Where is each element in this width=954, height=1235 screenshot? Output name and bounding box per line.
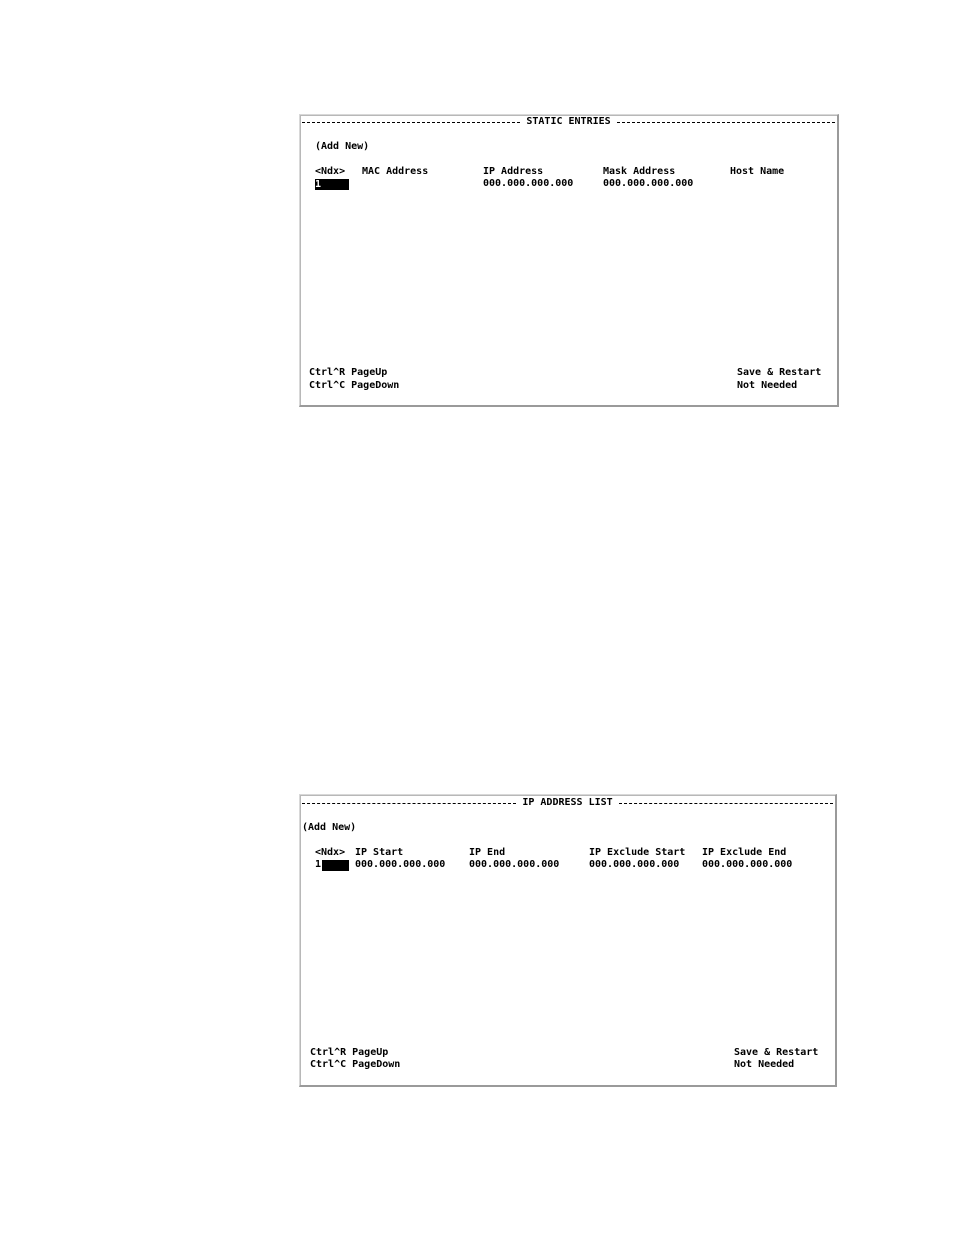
ip-address-column-header: IP Address (483, 166, 544, 177)
page-down-hint[interactable]: Ctrl^C PageDown (309, 380, 400, 391)
add-new-option[interactable]: (Add New) (302, 822, 357, 833)
save-restart-label: Save & Restart (737, 367, 822, 378)
title-divider (302, 803, 516, 804)
host-name-column-header: Host Name (730, 166, 785, 177)
ip-exclude-start-field[interactable]: 000.000.000.000 (589, 859, 680, 870)
ip-exclude-end-column-header: IP Exclude End (702, 847, 787, 858)
mask-address-field[interactable]: 000.000.000.000 (603, 178, 694, 189)
page-up-hint[interactable]: Ctrl^R PageUp (309, 367, 388, 378)
add-new-option[interactable]: (Add New) (315, 141, 370, 152)
table-row-ndx-cursor[interactable]: 1 (315, 179, 349, 190)
mac-address-column-header: MAC Address (362, 166, 429, 177)
ndx-column-header: <Ndx> (315, 166, 346, 177)
ip-exclude-start-column-header: IP Exclude Start (589, 847, 686, 858)
save-restart-label: Save & Restart (734, 1047, 819, 1058)
title-divider (617, 122, 835, 123)
ip-exclude-end-field[interactable]: 000.000.000.000 (702, 859, 793, 870)
static-entries-screen (299, 114, 839, 407)
title-divider (619, 803, 833, 804)
ndx-column-header: <Ndx> (315, 847, 346, 858)
title-divider (302, 122, 520, 123)
ip-address-list-title-bar (302, 797, 833, 809)
save-status-value: Not Needed (737, 380, 798, 391)
static-entries-title-bar (302, 116, 835, 128)
mask-address-column-header: Mask Address (603, 166, 676, 177)
save-status-value: Not Needed (734, 1059, 795, 1070)
ip-address-field[interactable]: 000.000.000.000 (483, 178, 574, 189)
ip-end-field[interactable]: 000.000.000.000 (469, 859, 560, 870)
ndx-cursor[interactable] (322, 860, 349, 871)
ip-end-column-header: IP End (469, 847, 506, 858)
ip-address-list-title: IP ADDRESS LIST (522, 797, 613, 808)
table-row-ndx: 1 (315, 859, 322, 870)
ip-start-column-header: IP Start (355, 847, 404, 858)
page-down-hint[interactable]: Ctrl^C PageDown (310, 1059, 401, 1070)
ip-address-list-screen (299, 794, 837, 1087)
ip-start-field[interactable]: 000.000.000.000 (355, 859, 446, 870)
static-entries-title: STATIC ENTRIES (526, 116, 611, 127)
page-up-hint[interactable]: Ctrl^R PageUp (310, 1047, 389, 1058)
